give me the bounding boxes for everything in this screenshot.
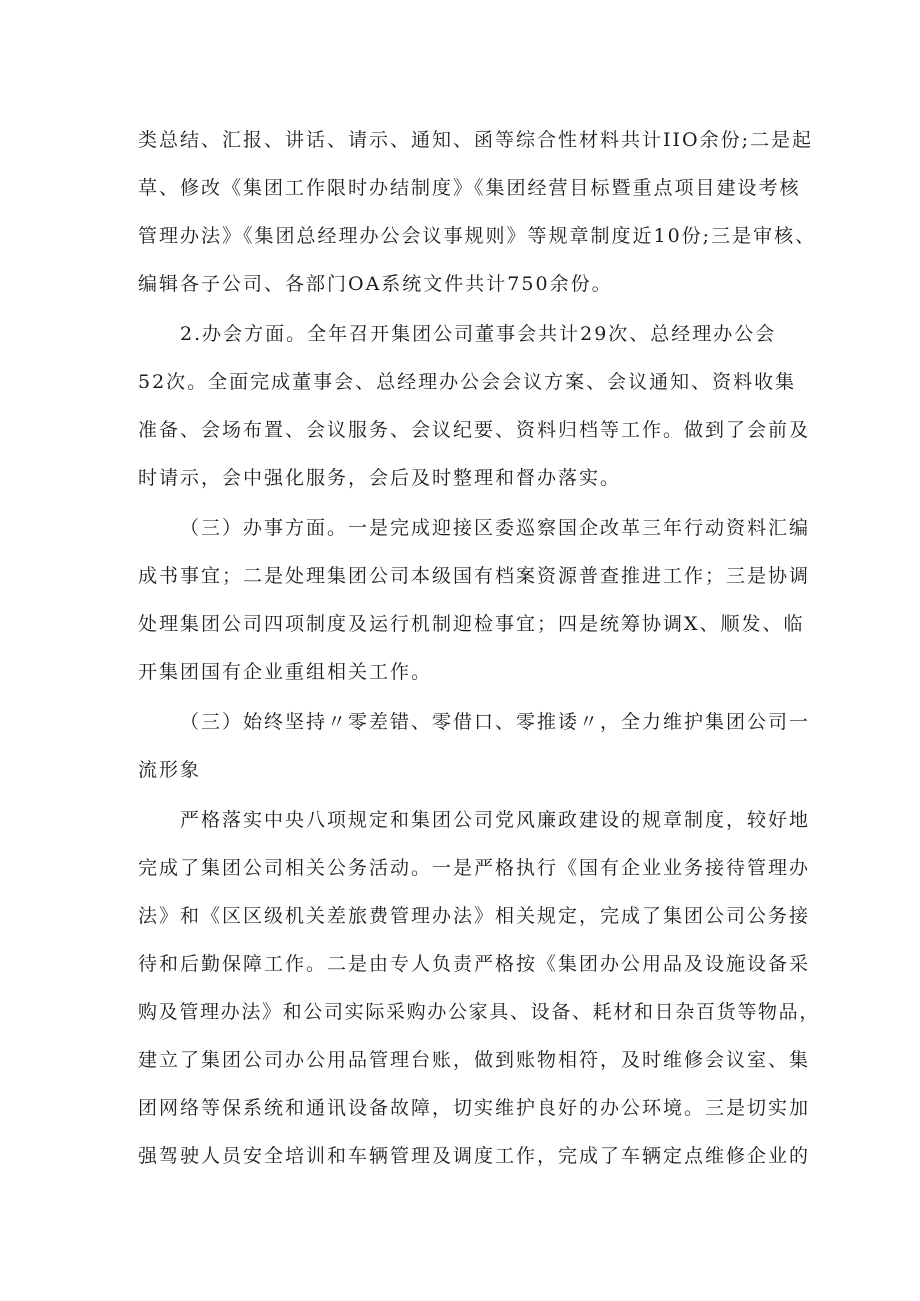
text-line: 草、修改《集团工作限时办结制度》《集团经营目标暨重点项目建设考核 [138,177,801,199]
text-line: 购及管理办法》和公司实际采购办公家具、设备、耗材和日杂百货等物品， [138,1001,821,1023]
text-line: 团网络等保系统和通讯设备故障，切实维护良好的办公环境。三是切实加 [138,1097,811,1119]
text-line: 成书事宜；二是处理集团公司本级国有档案资源普查推进工作；三是协调 [138,565,811,587]
text-line: 开集团国有企业重组相关工作。 [138,661,433,683]
text-line: 准备、会场布置、会议服务、会议纪要、资料归档等工作。做到了会前及 [138,419,811,441]
text-line: 待和后勤保障工作。二是由专人负责严格按《集团办公用品及设施设备采 [138,953,811,975]
text-line: 类总结、汇报、讲话、请示、通知、函等综合性材料共计IIO余份;二是起 [138,129,813,151]
text-line: 管理办法》《集团总经理办公会议事规则》等规章制度近10份;三是审核、 [138,225,817,247]
text-line: 严格落实中央八项规定和集团公司党风廉政建设的规章制度，较好地 [180,809,811,831]
text-line: 建立了集团公司办公用品管理台账，做到账物相符，及时维修会议室、集 [138,1049,811,1071]
section-heading: 流形象 [138,759,202,781]
text-line: 处理集团公司四项制度及运行机制迎检事宜；四是统筹协调X、顺发、临 [138,613,805,635]
text-line: 编辑各子公司、各部门OA系统文件共计750余份。 [138,273,613,295]
section-heading: （三）始终坚持〃零差错、零借口、零推诿〃，全力维护集团公司一 [180,711,811,733]
text-line: 时请示，会中强化服务，会后及时整理和督办落实。 [138,467,622,489]
text-line: 强驾驶人员安全培训和车辆管理及调度工作，完成了车辆定点维修企业的 [138,1145,811,1167]
text-line: 法》和《区区级机关差旅费管理办法》相关规定，完成了集团公司公务接 [138,905,811,927]
text-line: 完成了集团公司相关公务活动。一是严格执行《国有企业业务接待管理办 [138,857,811,879]
text-line: 52次。全面完成董事会、总经理办公会会议方案、会议通知、资料收集 [138,371,797,393]
text-line: 2.办会方面。全年召开集团公司董事会共计29次、总经理办公会 [180,323,777,345]
text-line: （三）办事方面。一是完成迎接区委巡察国企改革三年行动资料汇编 [180,517,811,539]
